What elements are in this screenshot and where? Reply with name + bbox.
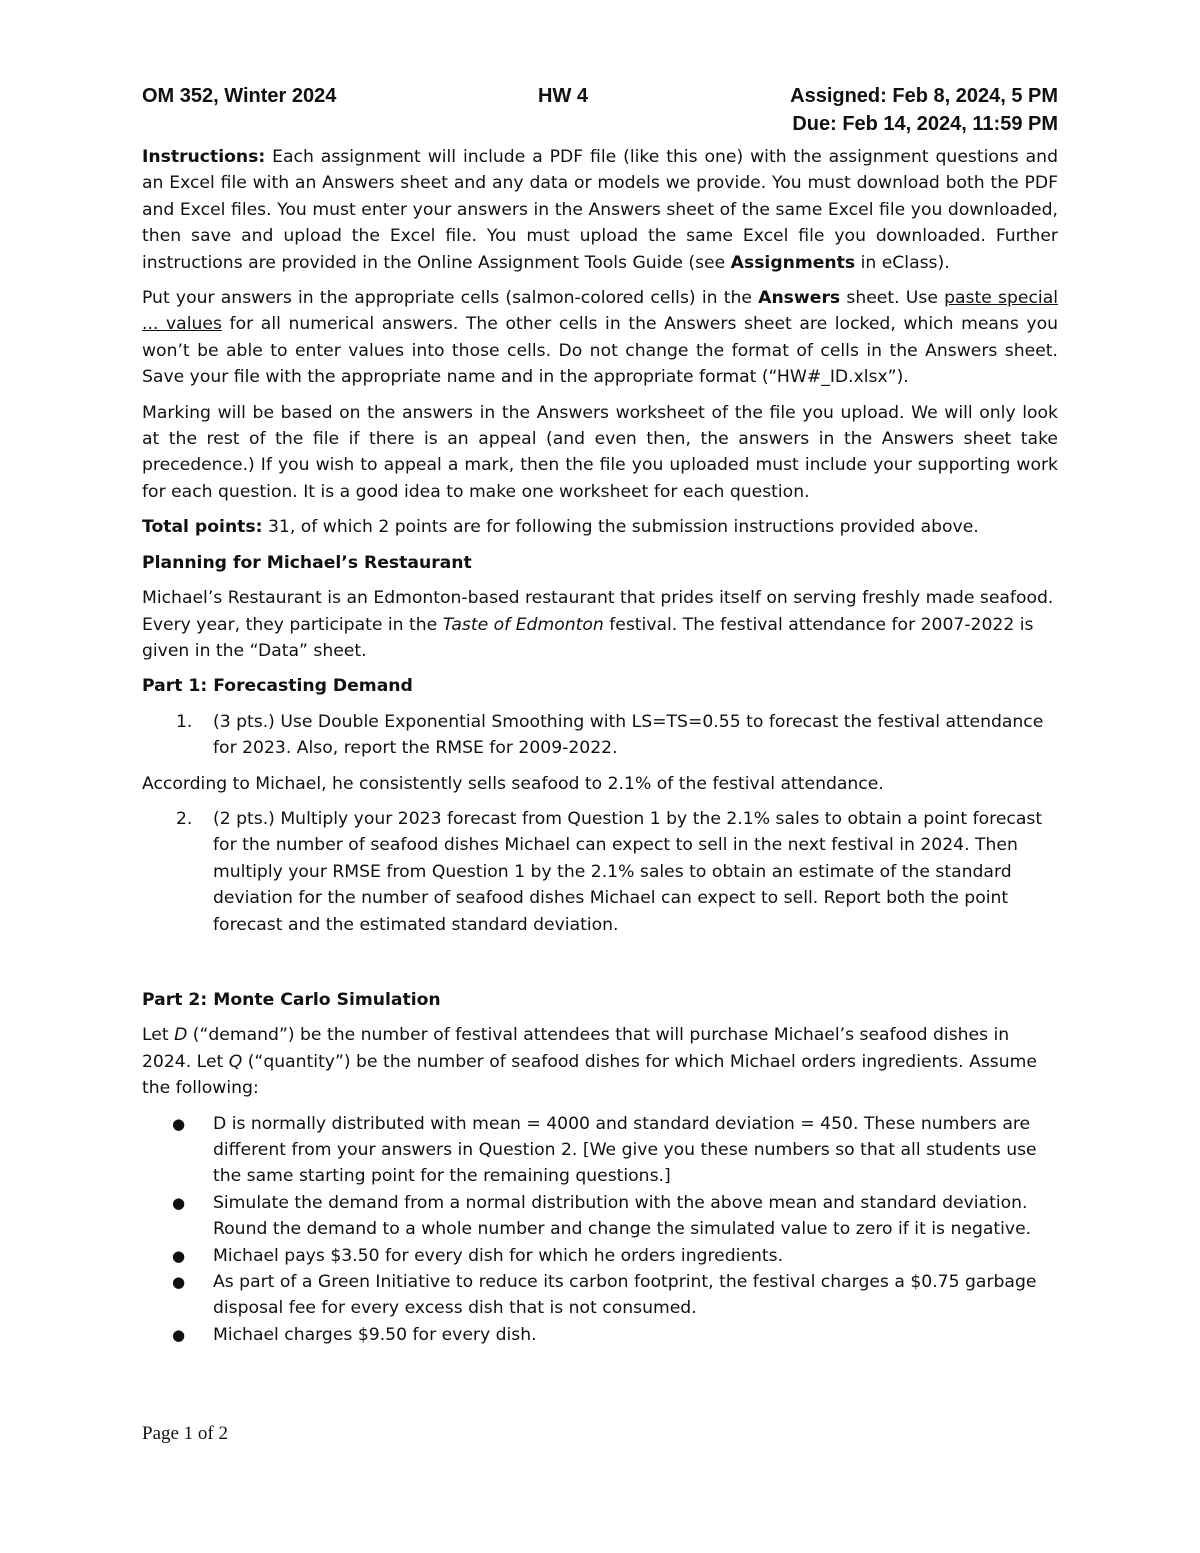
question-2-text: (2 pts.) Multiply your 2023 forecast from Question 1 by the 2.1% sales to obtain a point forecast for the number of seafood dishes Michael can expect to sell in the next festival in 2024. Then multiply your RMSE from Question 1 by the 2.1% sales to obtain an estimate of the standard deviation for the number of seafood dishes Michael can expect to sell. Report both the point forecast and the estimated standard deviation. [213,808,1043,935]
paste-special-term: paste special ... values [142,288,1059,335]
bullet-icon: ● [172,1193,186,1212]
bullet-item [142,1190,1058,1243]
instructions-label: Instructions: [142,147,266,167]
bullet-icon: ● [172,1325,186,1344]
bullet-text: D is normally distributed with mean = 4000 and standard deviation = 450. These numbers are different from your answers in Question 2. [We give you these numbers so that all students use the same starting point for the remaining questions.] [213,1113,1037,1187]
bullet-item [142,1243,1058,1269]
marking-paragraph: Marking will be based on the answers in the Answers worksheet of the file you upload. We will only look at the rest of the file if there is an appeal (and even then, the answers in the Answers sheet take precedence.) If you wish to appeal a mark, then the file you uploaded must include your supporting work for each question. It is a good idea to make one worksheet for each question. [142,402,1058,502]
bullet-item [142,1269,1058,1322]
answers-text-2: sheet. Use [840,288,945,309]
total-points-text: 31, of which 2 points are for following the submission instructions provided above. [262,517,979,538]
due-date: Due: Feb 14, 2024, 11:59 PM [792,113,1058,135]
intro-text-1: Michael’s Restaurant is an Edmonton-based restaurant that prides itself on serving freshly made seafood. Every year, they participate in the [142,588,1054,635]
intro-text-2: festival. The festival attendance for 2007-2022 is given in the “Data” sheet. [142,614,1034,661]
bullet-text: As part of a Green Initiative to reduce its carbon footprint, the festival charges a $0.75 garbage disposal fee for every excess dish that is not consumed. [213,1272,1037,1319]
question-1-text: (3 pts.) Use Double Exponential Smoothing with LS=TS=0.55 to forecast the festival attendance for 2023. Also, report the RMSE for 2009-2022. [213,711,1044,759]
part2-intro-text-3: (“quantity”) be the number of seafood dishes for which Michael orders ingredients. Assume the following: [142,1051,1037,1099]
according-paragraph: According to Michael, he consistently sells seafood to 2.1% of the festival attendance. [142,773,884,794]
assigned-date: Assigned: Feb 8, 2024, 5 PM [790,85,1058,107]
question-2-number: 2. [176,808,193,829]
part2-intro-paragraph [142,1022,1058,1101]
bullet-item [142,1322,1058,1348]
intro-paragraph [142,585,1058,664]
answers-text-1: Put your answers in the appropriate cells (salmon-colored cells) in the [142,288,759,309]
instructions-text-2: in eClass). [855,252,950,273]
course-title: OM 352, Winter 2024 [142,85,337,107]
instructions-text-1: Each assignment will include a PDF file (like this one) with the assignment questions and an Excel file with an Answers sheet and any data or models we provide. You must download both the PDF and Excel files. You must enter your answers in the Answers sheet of the same Excel file you downloaded, then save and upload the Excel file. You must upload the same Excel file you downloaded. Further instructions are provided in the Online Assignment Tools Guide (see [142,147,1058,273]
total-points-label: Total points: [142,517,263,538]
page-content [142,82,1058,1348]
total-points-paragraph [142,514,1058,540]
bullet-icon: ● [172,1246,186,1265]
question-1-number: 1. [176,711,193,732]
bullet-text: Michael pays $3.50 for every dish for which he orders ingredients. [213,1245,784,1266]
demand-variable: D [174,1025,188,1046]
quantity-variable: Q [228,1051,243,1072]
part2-intro-text-1: Let [142,1025,175,1046]
assignments-term: Assignments [730,252,856,273]
bullet-text: Michael charges $9.50 for every dish. [213,1324,537,1345]
part2-title: Part 2: Monte Carlo Simulation [142,989,441,1010]
bullet-icon: ● [172,1273,186,1292]
festival-name: Taste of Edmonton [442,614,604,635]
part1-title: Part 1: Forecasting Demand [142,676,413,697]
homework-number: HW 4 [538,85,588,107]
part2-intro-text-2: (“demand”) be the number of festival attendees that will purchase Michael’s seafood dishes in 2024. Let [142,1025,1010,1072]
page-header [142,82,1058,110]
instructions-paragraph [142,144,1058,276]
answers-paragraph [142,285,1058,391]
question-2 [142,806,1058,938]
bullet-icon: ● [172,1114,186,1133]
page-number: Page 1 of 2 [142,1423,229,1444]
answers-text-3: for all numerical answers. The other cells in the Answers sheet are locked, which means you won’t be able to enter values into those cells. Do not change the format of cells in the Answers sheet. Save your file with the appropriate name and in the appropriate format (“HW#_ID.xlsx”). [142,314,1059,388]
question-1 [142,709,1058,762]
section-title: Planning for Michael’s Restaurant [142,552,472,573]
bullet-item [142,1111,1058,1190]
bullet-text: Simulate the demand from a normal distribution with the above mean and standard deviation. Round the demand to a whole number and change the simulated value to zero if it is negative. [213,1192,1032,1240]
answers-term: Answers [758,288,841,309]
